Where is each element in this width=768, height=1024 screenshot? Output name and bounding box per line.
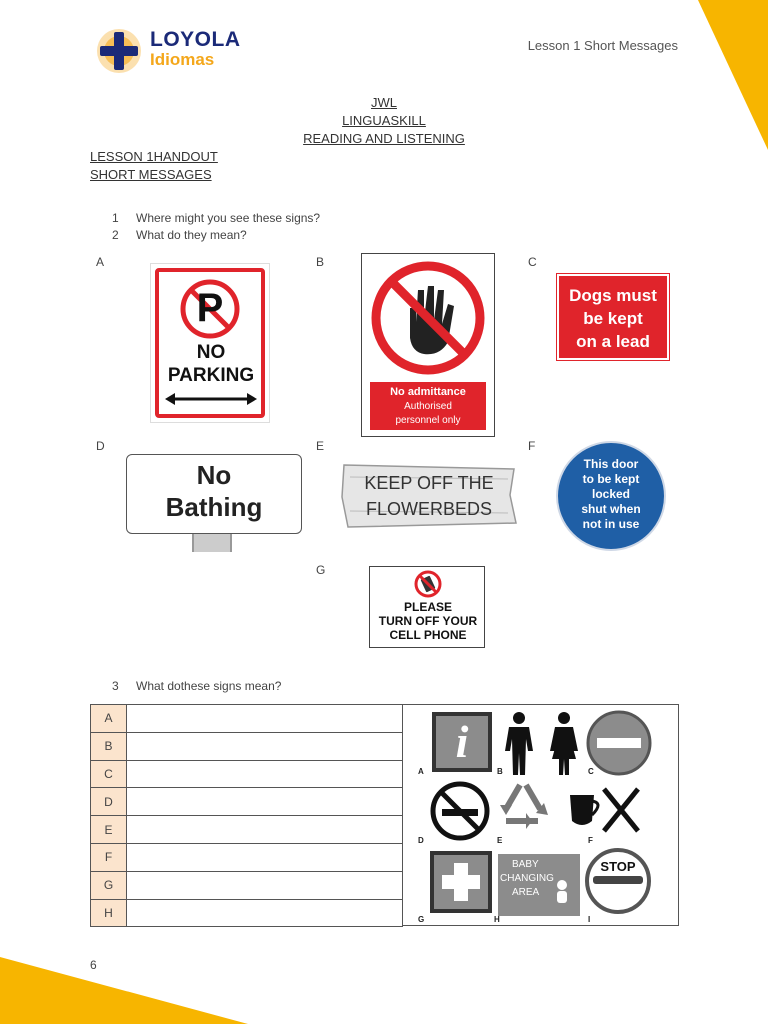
no-admittance-line-2: Authorised [404,401,452,412]
row-letter: G [91,871,127,899]
no-admittance-line-3: personnel only [395,415,461,426]
sign-letter-f: F [528,439,536,453]
row-letter: A [91,705,127,733]
no-bathing-line-1: No [196,460,232,490]
recycle-icon [500,785,548,829]
row-letter: E [91,816,127,844]
loyola-logo [92,24,252,80]
sign-letter-b: B [316,255,325,269]
door-line-2: to be kept [582,472,640,486]
answer-cell[interactable] [127,899,403,927]
no-parking-sign [150,263,270,423]
door-line-3: locked [591,487,630,501]
cell-phone-sign [369,566,485,648]
no-phone-icon [414,570,442,598]
icon-label-g: G [418,915,425,924]
icon-label-f: F [588,836,593,845]
question-1-text: Where might you see these signs? [136,211,321,225]
sign-letter-g: G [316,563,326,577]
question-2-text: What do they mean? [136,228,247,242]
sign-letter-e: E [316,439,325,453]
answer-table [90,704,403,927]
cell-phone-line-2: TURN OFF YOUR [378,614,478,628]
answer-cell[interactable] [127,871,403,899]
bottom-left-accent [0,957,248,1024]
symbols-panel [402,704,679,926]
lesson-topic: SHORT MESSAGES [90,167,212,182]
answer-cell[interactable] [127,816,403,844]
title-line-2: LINGUASKILL [342,113,426,128]
sign-letter-a: A [96,255,105,269]
table-row [91,871,403,899]
title-line-3: READING AND LISTENING [303,131,465,146]
info-glyph: i [455,716,469,767]
table-row [91,843,403,871]
question-2-number: 2 [112,228,119,242]
baby-line-2: CHANGING [500,873,554,884]
keep-off-line-2: FLOWERBEDS [365,499,493,519]
door-line-5: not in use [582,517,640,531]
sign-post [192,532,232,552]
door-locked-sign [555,440,667,552]
no-parking-line-1: NO [196,342,226,363]
header-title: Lesson 1 Short Messages [527,38,678,53]
icon-label-c: C [588,767,594,776]
no-admittance-line-1: No admittance [390,386,466,398]
page-number: 6 [90,958,97,972]
logo-subtitle: Idiomas [150,50,215,69]
icon-label-e: E [497,836,503,845]
no-parking-icon [179,278,241,340]
logo-mark-icon [92,24,146,78]
dogs-on-lead-sign [557,274,669,360]
row-letter: H [91,899,127,927]
no-bathing-sign [126,454,302,552]
lesson-handout: LESSON 1HANDOUT [90,149,218,164]
logo-name: LOYOLA [150,28,241,51]
icon-label-a: A [418,767,424,776]
row-letter: C [91,760,127,788]
table-row [91,788,403,816]
table-row [91,816,403,844]
answer-cell[interactable] [127,760,403,788]
dogs-line-1: Dogs must [569,286,657,305]
row-letter: D [91,788,127,816]
title-line-1: JWL [371,95,397,110]
row-letter: F [91,843,127,871]
icon-label-d: D [418,836,424,845]
answer-cell[interactable] [127,732,403,760]
cell-phone-line-1: PLEASE [403,600,452,614]
cafe-restaurant-icon [570,789,638,831]
sign-letter-d: D [96,439,105,453]
icon-label-i: I [588,915,591,924]
sign-letter-c: C [528,255,537,269]
icon-label-h: H [494,915,500,924]
parking-glyph: P [196,286,224,330]
no-smoking-icon [433,784,487,838]
door-line-1: This door [583,457,639,471]
no-admittance-sign [361,253,495,437]
table-row [91,705,403,733]
baby-line-3: AREA [512,887,540,898]
dogs-line-3: on a lead [576,332,650,351]
table-row [91,760,403,788]
table-row [91,732,403,760]
no-bathing-line-2: Bathing [165,492,263,522]
no-entry-icon [588,712,650,774]
no-parking-line-2: PARKING [167,365,255,386]
row-letter: B [91,732,127,760]
question-1-number: 1 [112,211,119,225]
keep-off-line-1: KEEP OFF THE [364,473,494,493]
answer-cell[interactable] [127,705,403,733]
door-line-4: shut when [581,502,641,516]
answer-cell[interactable] [127,843,403,871]
cell-phone-line-3: CELL PHONE [389,628,467,642]
table-row [91,899,403,927]
dogs-line-2: be kept [583,309,643,328]
double-arrow-icon [165,392,257,406]
baby-line-1: BABY [512,859,539,870]
stop-hand-icon [370,260,486,376]
stop-text: STOP [600,859,636,874]
toilets-icon [505,712,578,775]
question-3-text: What dothese signs mean? [136,679,282,693]
question-3-number: 3 [112,679,119,693]
icon-label-b: B [497,767,503,776]
keep-off-flowerbeds-sign [340,463,518,529]
answer-cell[interactable] [127,788,403,816]
first-aid-icon [430,851,492,913]
